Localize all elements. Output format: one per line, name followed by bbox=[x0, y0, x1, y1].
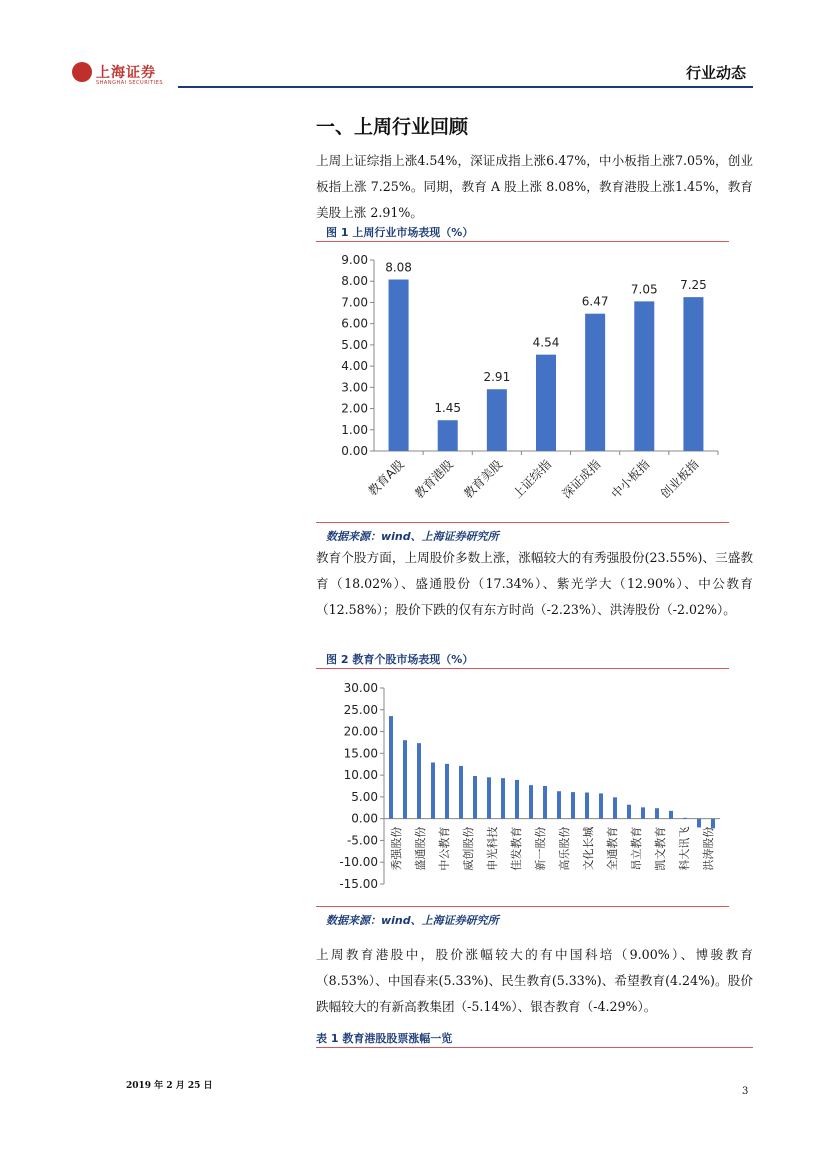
y-tick-label: 1.00 bbox=[341, 422, 368, 437]
data-label: 4.54 bbox=[532, 335, 560, 350]
x-tick-label: 昂立教育 bbox=[630, 826, 643, 871]
x-tick-label: 秀强股份 bbox=[390, 826, 403, 871]
y-tick-label: 5.00 bbox=[351, 789, 378, 804]
x-tick-label: 教育美股 bbox=[461, 457, 505, 502]
data-label: 7.25 bbox=[680, 278, 707, 293]
bar bbox=[697, 819, 701, 828]
paragraph-stock-performance: 教育个股方面，上周股价多数上涨，涨幅较大的有秀强股份(23.55%)、三盛教育（18.02%）、盛通股份（17.34%）、紫光学大（12.90%）、中公教育（12.58%）；股价下跌的仅有东方时尚（-2.23%）、洪涛股份（-2.02%）。 bbox=[316, 550, 753, 617]
bar bbox=[445, 764, 449, 819]
figure-2-title: 图 2 教育个股市场表现（%） bbox=[326, 653, 474, 666]
header-divider bbox=[178, 86, 753, 88]
y-tick-label: -15.00 bbox=[339, 877, 378, 891]
x-tick-label: 深证成指 bbox=[559, 457, 604, 502]
y-tick-label: 15.00 bbox=[343, 746, 378, 761]
x-tick-label: 文化长城 bbox=[582, 826, 595, 871]
bar bbox=[487, 777, 491, 818]
y-tick-label: 30.00 bbox=[343, 681, 378, 695]
y-tick-label: 3.00 bbox=[341, 380, 368, 395]
figure-2-source: 数据来源：wind、上海证券研究所 bbox=[326, 914, 499, 927]
figure-2-bottom-rule bbox=[316, 906, 729, 907]
y-tick-label: 0.00 bbox=[341, 444, 368, 458]
data-label: 7.05 bbox=[630, 282, 658, 297]
paragraph-hk-stocks: 上周教育港股中，股价涨幅较大的有中国科培（9.00%）、博骏教育（8.53%）、中国春来(5.33%)、民生教育(5.33%)、希望教育(4.24%)。股价跌幅较大的有新高教集团（-5.14%）、银杏教育（-4.29%）。 bbox=[316, 947, 753, 1014]
bar bbox=[389, 280, 409, 451]
figure-1-bottom-rule bbox=[316, 522, 729, 523]
y-tick-label: 7.00 bbox=[341, 295, 368, 310]
y-tick-label: 8.00 bbox=[341, 274, 368, 289]
company-logo-subtext: SHANGHAI SECURITIES bbox=[96, 80, 164, 86]
x-tick-label: 教育港股 bbox=[411, 457, 456, 502]
bar bbox=[627, 805, 631, 819]
bar bbox=[417, 743, 421, 819]
bar bbox=[655, 808, 659, 818]
figure-2-bar-chart bbox=[316, 672, 729, 904]
figure-1-top-rule bbox=[316, 241, 729, 242]
company-logo-icon bbox=[72, 62, 92, 82]
bar bbox=[543, 786, 547, 819]
y-tick-label: 5.00 bbox=[341, 337, 368, 352]
x-tick-label: 上证综指 bbox=[510, 457, 555, 502]
bar bbox=[529, 785, 533, 819]
figure-1-source: 数据来源：wind、上海证券研究所 bbox=[326, 530, 499, 543]
data-label: 8.08 bbox=[385, 260, 412, 275]
bar bbox=[585, 314, 605, 451]
x-tick-label: 凯文教育 bbox=[654, 826, 667, 871]
x-tick-label: 佳发教育 bbox=[510, 826, 523, 871]
page-number: 3 bbox=[742, 1086, 749, 1097]
bar bbox=[683, 818, 687, 819]
bar bbox=[438, 420, 458, 451]
y-tick-label: -5.00 bbox=[346, 833, 378, 848]
bar bbox=[536, 355, 556, 451]
footer-date: 2019 年 2 月 25 日 bbox=[126, 1081, 213, 1091]
paragraph-market-review: 上周上证综指上涨4.54%，深证成指上涨6.47%，中小板指上涨7.05%，创业板指上涨 7.25%。同期，教育 A 股上涨 8.08%，教育港股上涨1.45%，教育美股上涨 2.91%。 bbox=[316, 153, 753, 220]
bar bbox=[641, 807, 645, 818]
bar bbox=[571, 792, 575, 819]
bar bbox=[431, 762, 435, 818]
figure-1-title: 图 1 上周行业市场表现（%） bbox=[326, 226, 474, 239]
figure-2-top-rule bbox=[316, 668, 729, 669]
y-tick-label: 10.00 bbox=[343, 768, 378, 783]
header-tag: 行业动态 bbox=[685, 64, 746, 82]
x-tick-label: 全通教育 bbox=[606, 826, 619, 871]
y-tick-label: 2.00 bbox=[341, 401, 368, 416]
x-tick-label: 高乐股份 bbox=[558, 826, 571, 871]
table-1-top-rule bbox=[316, 1047, 753, 1048]
x-tick-label: 新一股份 bbox=[534, 826, 547, 871]
bar bbox=[487, 389, 507, 451]
x-tick-label: 申光科技 bbox=[486, 826, 499, 871]
x-tick-label: 威创股份 bbox=[462, 826, 475, 871]
bar bbox=[389, 716, 393, 819]
data-label: 1.45 bbox=[434, 401, 462, 416]
x-tick-label: 科大讯飞 bbox=[678, 826, 691, 871]
bar bbox=[585, 793, 589, 819]
bar bbox=[515, 780, 519, 819]
x-tick-label: 洪涛股份 bbox=[702, 826, 715, 871]
y-tick-label: 25.00 bbox=[343, 702, 378, 717]
bar bbox=[557, 791, 561, 818]
x-tick-label: 中公教育 bbox=[438, 826, 451, 871]
data-label: 6.47 bbox=[581, 294, 609, 309]
table-1-title: 表 1 教育港股股票涨幅一览 bbox=[316, 1032, 453, 1045]
y-tick-label: -10.00 bbox=[339, 855, 378, 870]
company-logo-text: 上海证券 bbox=[96, 65, 156, 81]
bar bbox=[683, 297, 703, 451]
bar bbox=[613, 797, 617, 818]
bar bbox=[669, 811, 673, 819]
x-tick-label: 创业板指 bbox=[657, 457, 702, 502]
figure-1-bar-chart bbox=[316, 244, 729, 522]
x-tick-label: 中小板指 bbox=[608, 457, 653, 502]
y-tick-label: 20.00 bbox=[343, 724, 378, 739]
x-tick-label: 教育A股 bbox=[365, 457, 407, 499]
bar bbox=[403, 740, 407, 818]
bar bbox=[501, 778, 505, 819]
bar bbox=[459, 766, 463, 819]
y-tick-label: 4.00 bbox=[341, 359, 368, 374]
y-tick-label: 6.00 bbox=[341, 316, 368, 331]
y-tick-label: 0.00 bbox=[351, 811, 378, 826]
section-title: 一、上周行业回顾 bbox=[316, 116, 469, 138]
bar bbox=[473, 776, 477, 819]
bar bbox=[599, 793, 603, 818]
bar bbox=[634, 301, 654, 451]
x-tick-label: 盛通股份 bbox=[414, 826, 427, 871]
y-tick-label: 9.00 bbox=[341, 253, 368, 267]
data-label: 2.91 bbox=[483, 370, 511, 385]
